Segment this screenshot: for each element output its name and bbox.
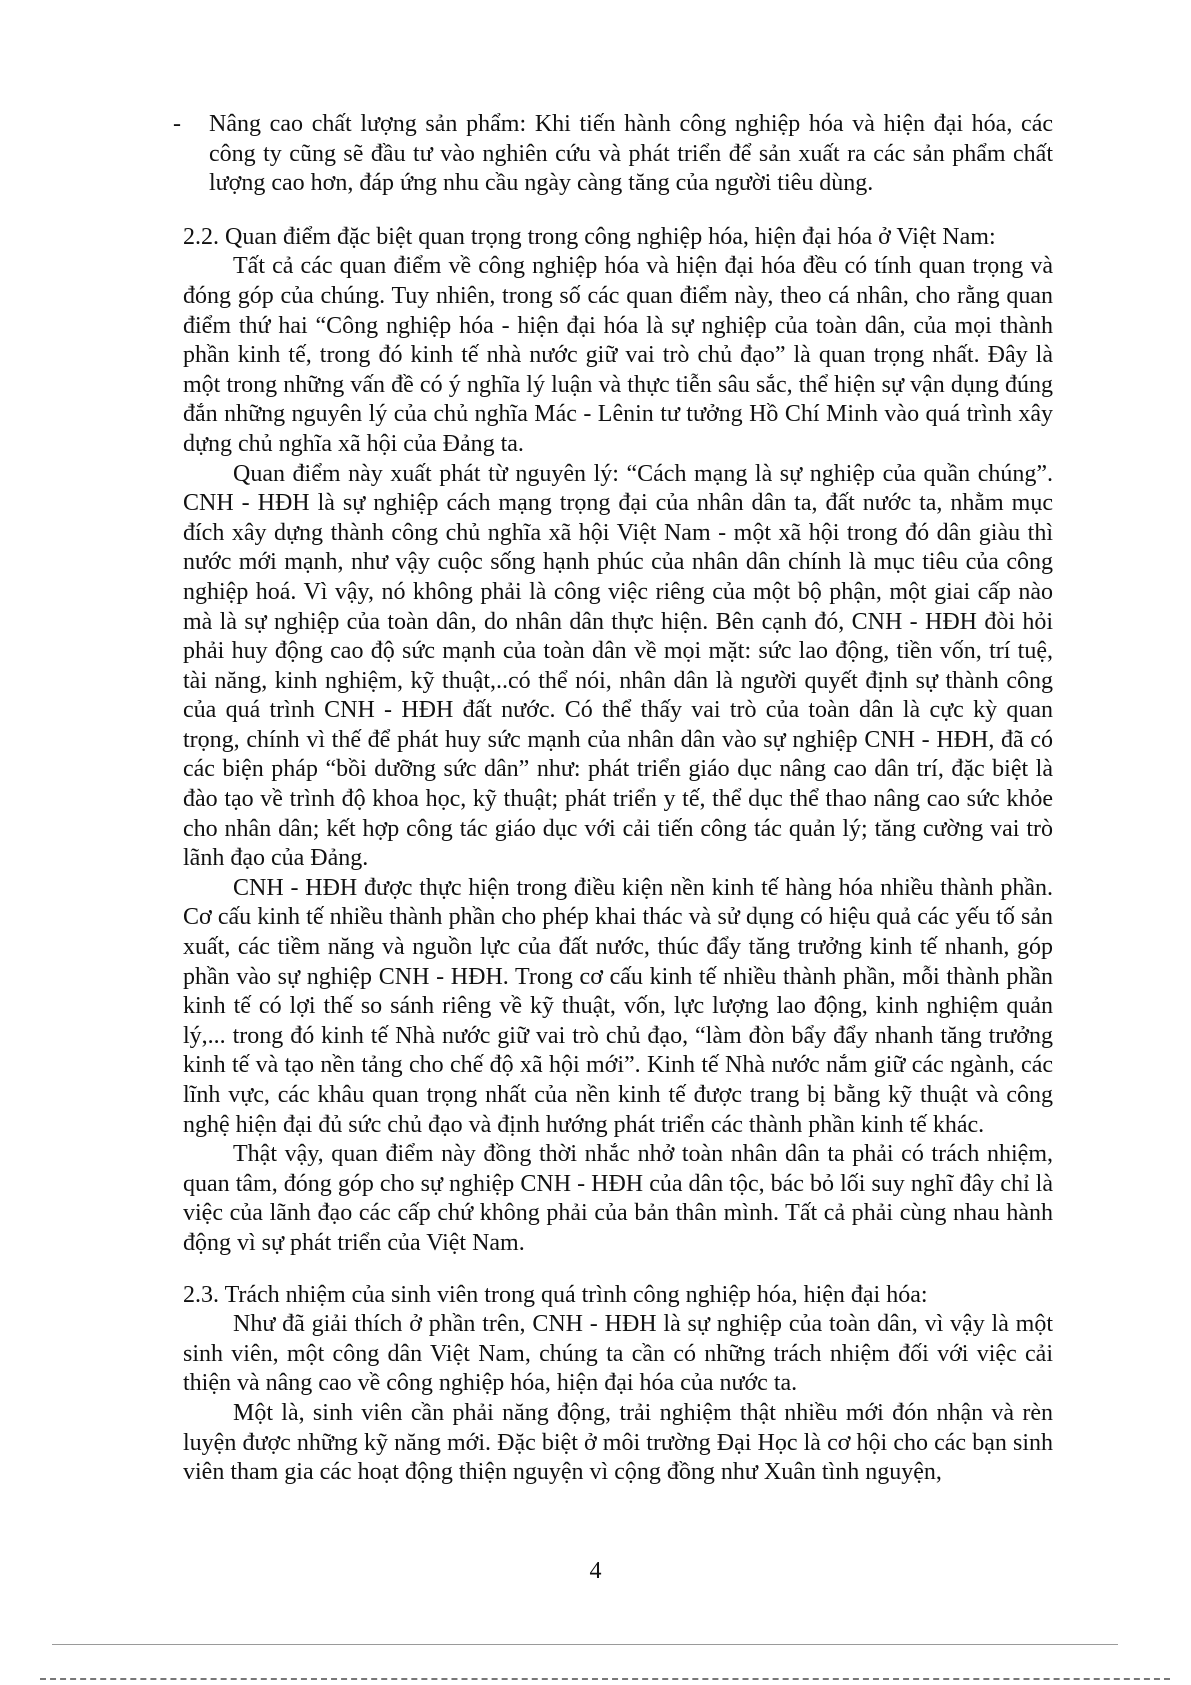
paragraph: Thật vậy, quan điểm này đồng thời nhắc nhở toàn nhân dân ta phải có trách nhiệm, quan tâm, đóng góp cho sự nghiệp CNH - HĐH của dân tộc, bác bỏ lối suy nghĩ đây chỉ là việc của lãnh đạo các cấp chứ không phải của bản thân mình. Tất cả phải cùng nhau hành động vì sự phát triển của Việt Nam.: [183, 1141, 1053, 1256]
section-heading-2-2: 2.2. Quan điểm đặc biệt quan trọng trong công nghiệp hóa, hiện đại hóa ở Việt Nam:: [183, 223, 996, 250]
page-body: [173, 110, 1053, 1488]
paragraph: Tất cả các quan điểm về công nghiệp hóa và hiện đại hóa đều có tính quan trọng và đóng góp của chúng. Tuy nhiên, trong số các quan điểm này, theo cá nhân, cho rằng quan điểm thứ hai “Công nghiệp hóa - hiện đại hóa là sự nghiệp của toàn dân, của mọi thành phần kinh tế, trong đó kinh tế nhà nước giữ vai trò chủ đạo” là quan trọng nhất. Đây là một trong những vấn đề có ý nghĩa lý luận và thực tiễn sâu sắc, thể hiện sự vận dụng đúng đắn những nguyên lý của chủ nghĩa Mác - Lênin tư tưởng Hồ Chí Minh vào quá trình xây dựng chủ nghĩa xã hội của Đảng ta.: [183, 253, 1053, 457]
bullet-item: [173, 110, 1053, 199]
paragraph: Như đã giải thích ở phần trên, CNH - HĐH là sự nghiệp của toàn dân, vì vậy là một sinh viên, một công dân Việt Nam, chúng ta cần có những trách nhiệm đối với việc cải thiện và nâng cao về công nghiệp hóa, hiện đại hóa của nước ta.: [183, 1311, 1053, 1397]
paragraph: Một là, sinh viên cần phải năng động, trải nghiệm thật nhiều mới đón nhận và rèn luyện được những kỹ năng mới. Đặc biệt ở môi trường Đại Học là cơ hội cho các bạn sinh viên tham gia các hoạt động thiện nguyện vì cộng đồng như Xuân tình nguyện,: [183, 1399, 1053, 1486]
page-edge-divider: [40, 1678, 1170, 1680]
paragraph: Quan điểm này xuất phát từ nguyên lý: “Cách mạng là sự nghiệp của quần chúng”. CNH - HĐH là sự nghiệp cách mạng trọng đại của nhân dân ta, đất nước ta, nhằm mục đích xây dựng thành công chủ nghĩa xã hội Việt Nam - một xã hội trong đó dân giàu thì nước mới mạnh, như vậy cuộc sống hạnh phúc của nhân dân chính là mục tiêu của công nghiệp hoá. Vì vậy, nó không phải là công việc riêng của một bộ phận, một giai cấp nào mà là sự nghiệp của toàn dân, do nhân dân thực hiện. Bên cạnh đó, CNH - HĐH đòi hỏi phải huy động cao độ sức mạnh của toàn dân về mọi mặt: sức lao động, tiền vốn, trí tuệ, tài năng, kinh nghiệm, kỹ thuật,..có thể nói, nhân dân là người quyết định sự thành công của quá trình CNH - HĐH đất nước. Có thể thấy vai trò của toàn dân là cực kỳ quan trọng, chính vì thế để phát huy sức mạnh của nhân dân vào sự nghiệp CNH - HĐH, đã có các biện pháp “bồi dưỡng sức dân” như: phát triển giáo dục nâng cao dân trí, đặc biệt là đào tạo về trình độ khoa học, kỹ thuật; phát triển y tế, thể dục thể thao nâng cao sức khỏe cho nhân dân; kết hợp công tác giáo dục với cải tiến công tác quản lý; tăng cường vai trò lãnh đạo của Đảng.: [183, 460, 1053, 872]
section-heading-2-3: 2.3. Trách nhiệm của sinh viên trong quá trình công nghiệp hóa, hiện đại hóa:: [183, 1281, 928, 1308]
page-number: 4: [589, 1558, 602, 1584]
bullet-text: Nâng cao chất lượng sản phẩm: Khi tiến hành công nghiệp hóa và hiện đại hóa, các công ty cũng sẽ đầu tư vào nghiên cứu và phát triển để sản xuất ra các sản phẩm chất lượng cao hơn, đáp ứng nhu cầu ngày càng tăng của người tiêu dùng.: [209, 111, 1053, 197]
bullet-marker: -: [173, 111, 181, 137]
paragraph: CNH - HĐH được thực hiện trong điều kiện nền kinh tế hàng hóa nhiều thành phần. Cơ cấu kinh tế nhiều thành phần cho phép khai thác và sử dụng có hiệu quả các yếu tố sản xuất, các tiềm năng và nguồn lực của đất nước, thúc đẩy tăng trưởng kinh tế nhanh, góp phần vào sự nghiệp CNH - HĐH. Trong cơ cấu kinh tế nhiều thành phần, mỗi thành phần kinh tế có lợi thế so sánh riêng về kỹ thuật, vốn, lực lượng lao động, kinh nghiệm quản lý,... trong đó kinh tế Nhà nước giữ vai trò chủ đạo, “làm đòn bẩy đẩy nhanh tăng trưởng kinh tế và tạo nền tảng cho chế độ xã hội mới”. Kinh tế Nhà nước nắm giữ các ngành, các lĩnh vực, các khâu quan trọng nhất của nền kinh tế được trang bị bằng kỹ thuật và công nghệ hiện đại đủ sức chủ đạo và định hướng phát triển các thành phần kinh tế khác.: [183, 874, 1053, 1138]
footer-divider: [52, 1644, 1118, 1645]
